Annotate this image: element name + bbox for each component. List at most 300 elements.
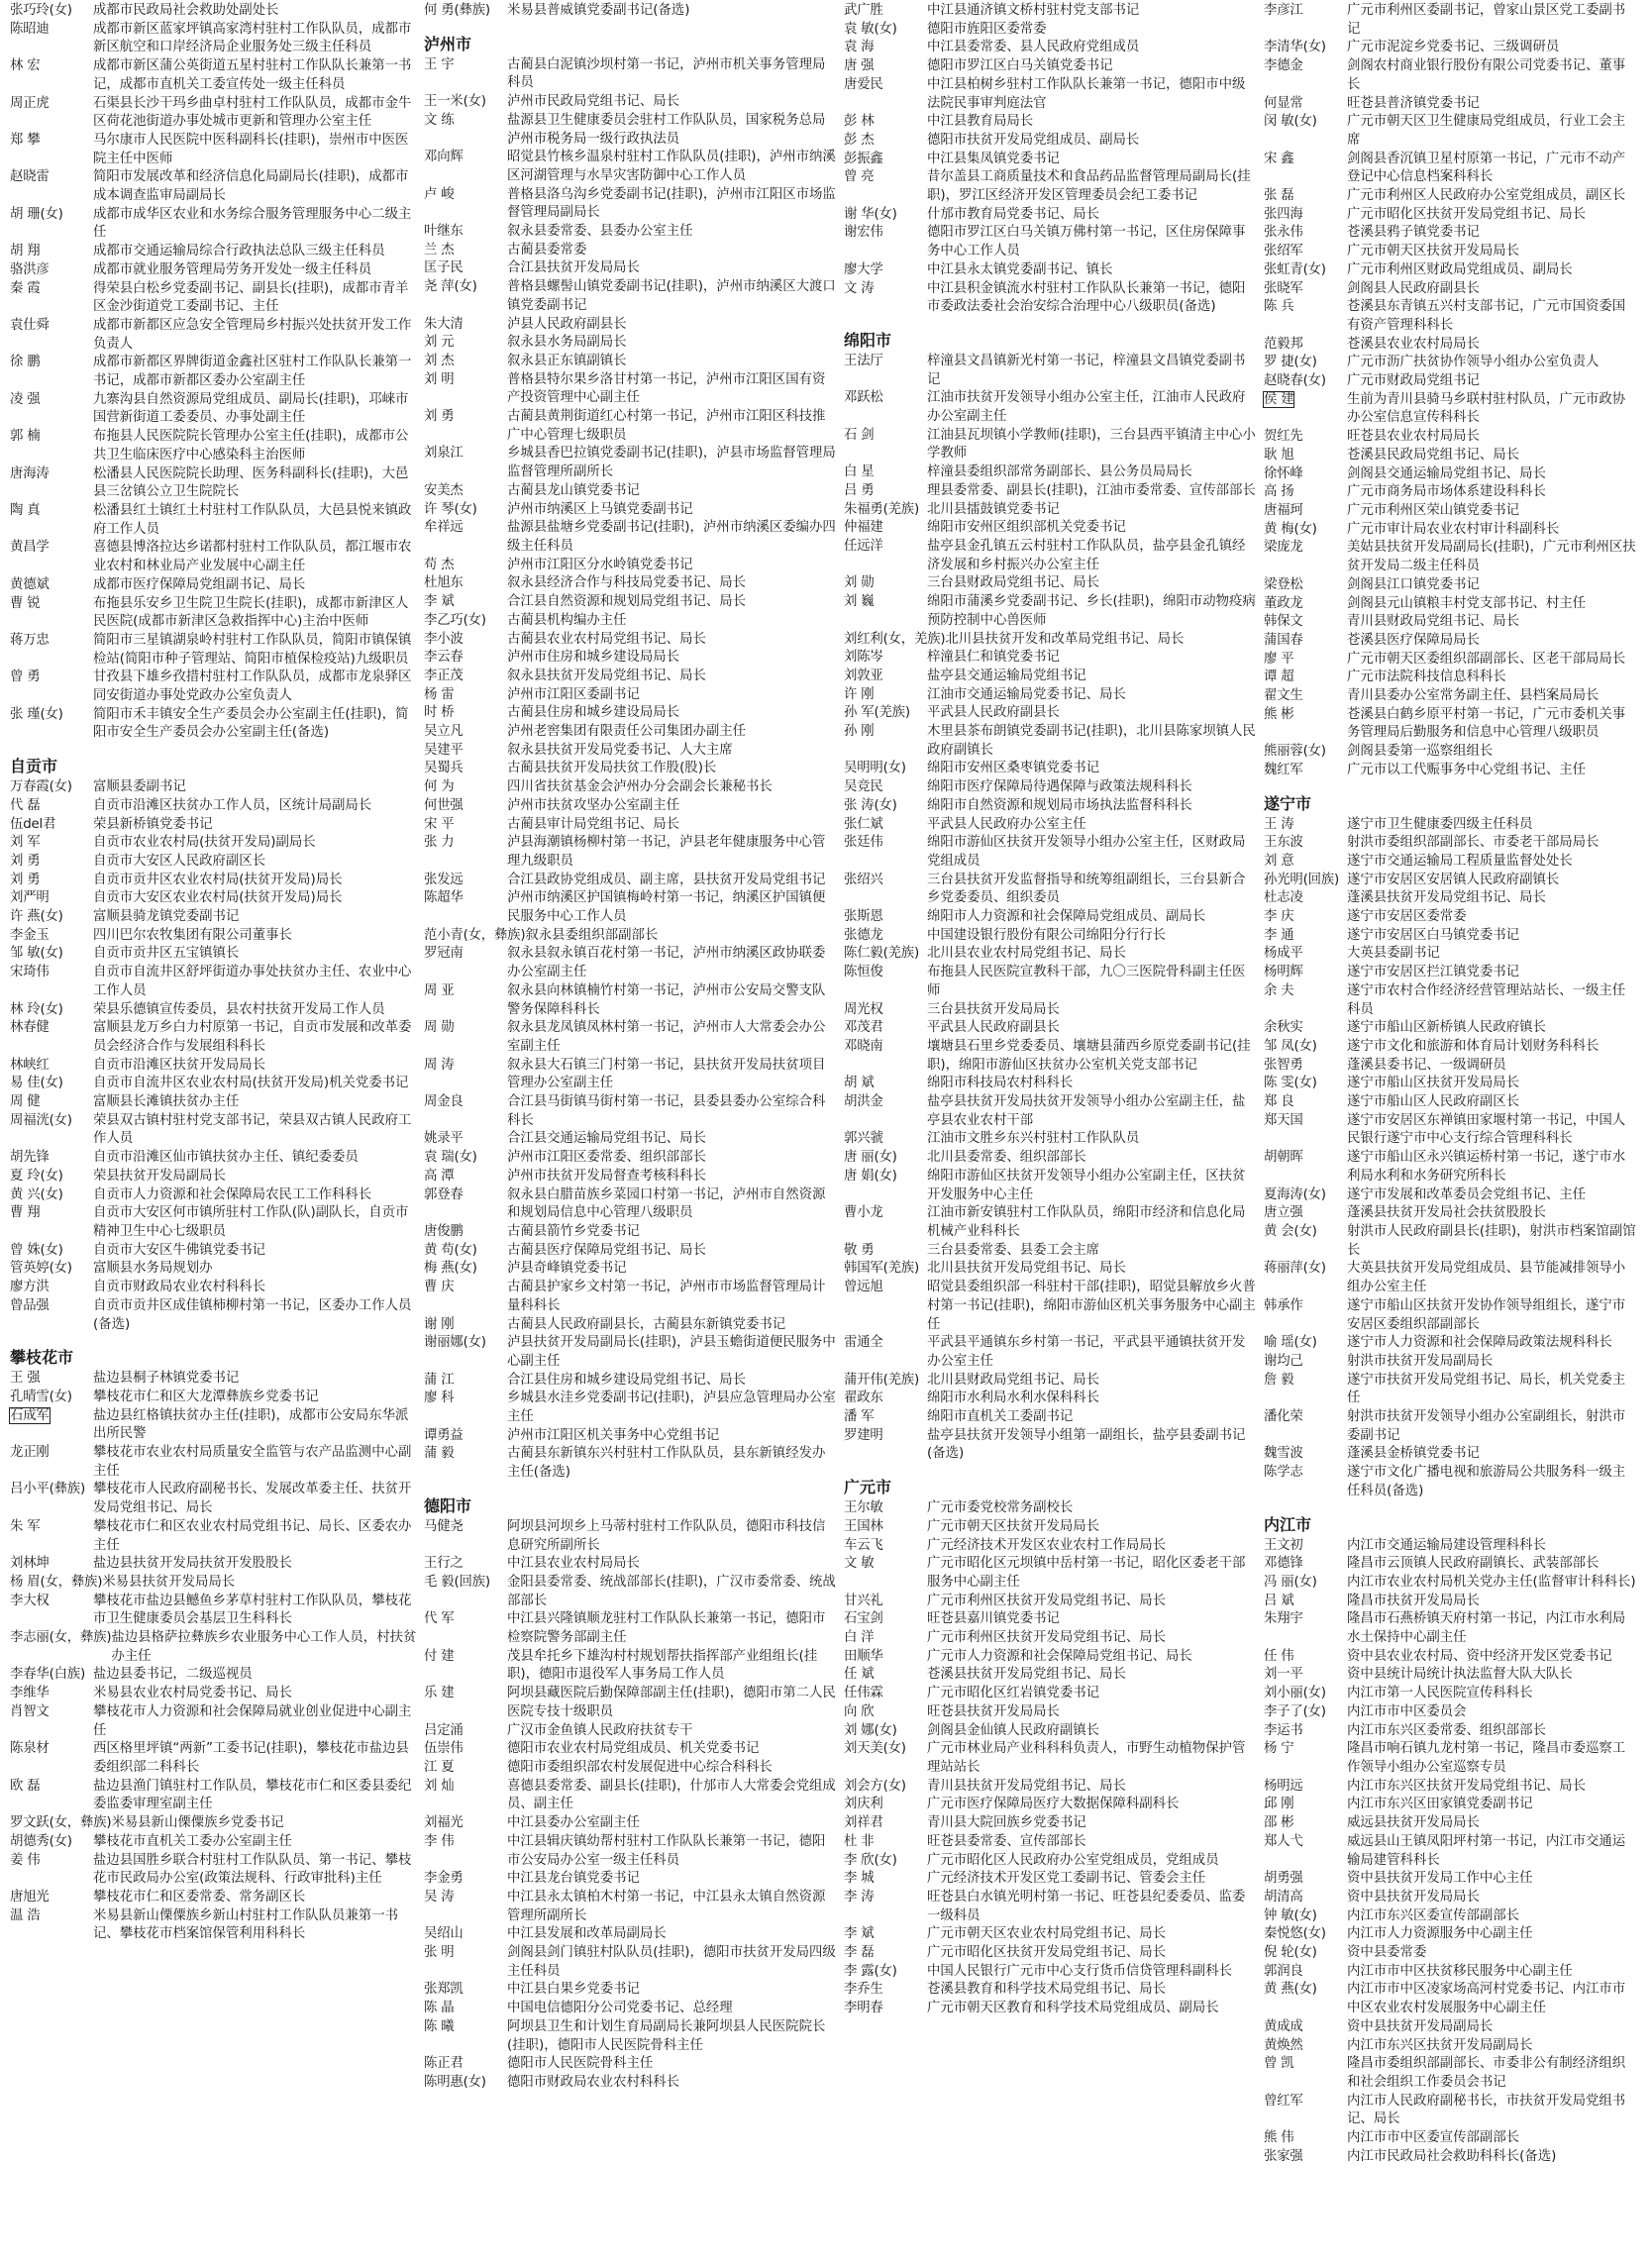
entry-name — [844, 945, 927, 964]
entry-name — [1264, 391, 1347, 428]
roster-entry — [844, 353, 1258, 389]
entry-name-text: 敬 勇 — [844, 1242, 875, 1258]
entry-position: 中江县集凤镇党委书记 — [927, 151, 1060, 166]
entry-name — [424, 1093, 507, 1130]
entry-name-text: 朱 军 — [10, 1518, 41, 1534]
entry-name-text: 刘 军 — [10, 835, 41, 851]
entry-name — [1264, 889, 1347, 908]
entry-name — [1264, 1981, 1347, 2017]
entry-position: 遂宁市发展和改革委员会党组书记、主任 — [1347, 1186, 1587, 1202]
entry-position: 射洪市扶贫开发领导小组办公室副组长，射洪市委副书记 — [1347, 1409, 1626, 1443]
roster-entry — [10, 945, 418, 964]
roster-entry — [1264, 391, 1636, 428]
roster-entry — [10, 1057, 418, 1076]
entry-name-text: 吴竞民 — [844, 779, 883, 795]
entry-name-text: 唐旭光 — [10, 1889, 50, 1905]
entry-name — [844, 353, 927, 389]
entry-position: 中江县辑庆镇幼帮村驻村工作队队长兼第一书记，德阳市公安局办公室一级主任科员 — [507, 1833, 826, 1868]
entry-name-text: 刘敦亚 — [844, 668, 883, 683]
entry-name — [424, 982, 507, 1019]
entry-name — [10, 706, 93, 743]
roster-entry — [1264, 1889, 1636, 1907]
entry-name — [424, 2018, 507, 2055]
entry-name — [10, 1168, 93, 1186]
entry-name — [10, 206, 93, 243]
entry-position: 中江县白果乡党委书记 — [507, 1982, 640, 1998]
roster-entry — [10, 1574, 418, 1593]
entry-position: 射洪市扶贫开发局副局长 — [1347, 1353, 1494, 1369]
entry-position: 江油市文胜乡东兴村驻村工作队队员 — [927, 1131, 1140, 1147]
entry-position: 古蔺县机构编办主任 — [507, 612, 627, 628]
entry-position: 内江市东兴区扶贫开发局副局长 — [1347, 2037, 1533, 2053]
entry-name-text: 蒲国春 — [1264, 632, 1303, 648]
roster-entry — [10, 908, 418, 927]
entry-name — [1264, 1796, 1347, 1814]
roster-entry — [424, 445, 838, 481]
entry-position: 内江市第一人民医院宣传科科长 — [1347, 1686, 1533, 1701]
entry-name — [844, 519, 927, 538]
roster-entry — [844, 1555, 1258, 1592]
entry-name-text: 易 佳(女) — [10, 1076, 63, 1091]
roster-entry — [10, 1444, 418, 1481]
roster-entry — [1264, 651, 1636, 670]
entry-position: 遂宁市船山区扶贫开发局局长 — [1347, 1076, 1520, 1091]
entry-position: 攀枝花市仁和区委常委、常务副区长 — [93, 1889, 306, 1905]
roster-entry — [1264, 964, 1636, 982]
roster-entry — [1264, 2129, 1636, 2148]
entry-name-text: 郑 良 — [1264, 1094, 1294, 1110]
entry-name — [424, 482, 507, 501]
roster-entry — [424, 408, 838, 445]
entry-position: 绵阳市游仙区扶贫开发领导小组办公室主任，区财政局党组成员 — [927, 835, 1246, 869]
roster-entry — [844, 1778, 1258, 1797]
entry-name — [10, 816, 93, 835]
entry-name — [424, 1242, 507, 1261]
roster-entry — [1264, 336, 1636, 355]
entry-name — [424, 1057, 507, 1093]
entry-position: 蓬溪县金桥镇党委书记 — [1347, 1446, 1480, 1462]
entry-name-text: 罗文跃(女，彝族) — [10, 1815, 112, 1831]
roster-entry — [1264, 595, 1636, 614]
roster-entry — [844, 206, 1258, 225]
entry-name-text: 何 勇(彝族) — [424, 3, 490, 18]
entry-name-text: 武广胜 — [844, 3, 883, 18]
entry-position: 泸州市江阳区分水岭镇党委书记 — [507, 557, 693, 572]
roster-entry — [1264, 39, 1636, 57]
entry-position: 古蔺县人民政府副县长，古蔺县东新镇党委书记 — [507, 1316, 786, 1332]
entry-name — [844, 964, 927, 1000]
entry-name-text: 谢 华(女) — [844, 206, 897, 222]
entry-position: 盐源县卫生健康委员会驻村工作队队员，国家税务总局泸州市税务局一级行政执法员 — [507, 112, 826, 147]
entry-name-text: 郑天国 — [1264, 1112, 1303, 1128]
roster-entry — [844, 1001, 1258, 1020]
roster-entry — [10, 1242, 418, 1261]
roster-entry — [1264, 539, 1636, 575]
column-2 — [424, 2, 844, 2264]
entry-position: 自贡市贡井区农业农村局(扶贫开发局)局长 — [93, 872, 343, 887]
entry-name — [1264, 502, 1347, 521]
section-title: 攀枝花市 — [10, 1348, 74, 1368]
entry-position: 攀枝花市直机关工委办公室副主任 — [93, 1833, 292, 1849]
entry-position: 平武县平通镇东乡村第一书记，平武县平通镇扶贫开发办公室主任 — [927, 1335, 1246, 1369]
entry-name — [844, 482, 927, 501]
entry-position: 古蔺县黄荆街道红心村第一书记，泸州市江阳区科技推广中心管理七级职员 — [507, 409, 826, 443]
entry-name — [1264, 1610, 1347, 1647]
entry-name — [844, 427, 927, 464]
entry-position: 苍溪县白鹤乡原平村第一书记，广元市委机关事务管理局后勤服务和信息中心管理八级职员 — [1347, 706, 1626, 741]
entry-name — [1264, 853, 1347, 872]
roster-entry — [424, 1740, 838, 1759]
entry-position: 自贡市大安区农业农村局(扶贫开发局)局长 — [93, 890, 343, 906]
entry-name — [10, 1242, 93, 1261]
roster-entry — [10, 1518, 418, 1555]
entry-position: 合江县扶贫开发局局长 — [507, 260, 640, 276]
entry-name — [424, 1390, 507, 1426]
entry-name-text: 李 斌 — [424, 594, 455, 610]
roster-entry — [10, 354, 418, 390]
entry-position: 自贡市贡井区五宝镇镇长 — [93, 946, 240, 962]
roster-entry — [10, 428, 418, 464]
roster-entry — [844, 1019, 1258, 1038]
entry-position: 古蔺县护家乡文村第一书记，泸州市市场监督管理局计量科科长 — [507, 1280, 826, 1313]
entry-name-text: 邓德锋 — [1264, 1556, 1303, 1572]
entry-position: 遂宁市船山区新桥镇人民政府镇长 — [1347, 1020, 1546, 1036]
entry-name-text: 蒲 毅 — [424, 1446, 455, 1462]
entry-name-text: 王行之 — [424, 1556, 464, 1572]
entry-name — [844, 224, 927, 260]
entry-position: 成都市成华区农业和水务综合服务管理服务中心二级主任 — [93, 206, 412, 241]
entry-name-text: 夏海涛(女) — [1264, 1186, 1326, 1202]
entry-name-text: 董政龙 — [1264, 595, 1303, 611]
entry-name — [10, 1093, 93, 1112]
roster-entry — [424, 704, 838, 723]
roster-entry — [844, 280, 1258, 317]
entry-name — [424, 631, 507, 650]
roster-entry — [844, 778, 1258, 797]
entry-name — [1264, 595, 1347, 614]
entry-name — [10, 669, 93, 705]
entry-name-text: 梅 燕(女) — [424, 1261, 477, 1277]
entry-name — [844, 57, 927, 76]
entry-name-text: 许 燕(女) — [10, 909, 63, 925]
roster-entry — [424, 1981, 838, 2000]
entry-position: 遂宁市船山区人民政府副区长 — [1347, 1094, 1520, 1110]
entry-name — [1264, 816, 1347, 835]
roster-entry — [1264, 1038, 1636, 1057]
roster-entry — [424, 1130, 838, 1149]
entry-name — [10, 872, 93, 890]
entry-name-text: 谢 刚 — [424, 1316, 455, 1332]
entry-position: 隆昌市石燕桥镇天府村第一书记，内江市水利局水土保持中心副主任 — [1347, 1611, 1626, 1646]
entry-name — [1264, 1038, 1347, 1057]
entry-name — [844, 834, 927, 871]
entry-name-text: 魏红军 — [1264, 762, 1303, 777]
roster-entry — [424, 1833, 838, 1870]
entry-name — [1264, 521, 1347, 540]
roster-entry — [844, 1390, 1258, 1408]
entry-name — [424, 112, 507, 149]
roster-entry — [1264, 280, 1636, 299]
roster-entry — [844, 1610, 1258, 1629]
entry-position: 成都市民政局社会救助处副处长 — [93, 3, 279, 18]
entry-name-text: 陈明惠(女) — [424, 2074, 486, 2090]
entry-position: 遂宁市船山区扶贫开发协作领导组组长，遂宁市安居区委组织部副部长 — [1347, 1297, 1626, 1332]
roster-entry — [1264, 1149, 1636, 1185]
roster-entry — [844, 872, 1258, 908]
section-title: 广元市 — [844, 1478, 892, 1497]
entry-name-text: 周 涛 — [424, 1057, 455, 1073]
entry-position: 广元市朝天区扶贫开发局局长 — [927, 1518, 1100, 1534]
entry-name — [844, 1648, 927, 1667]
entry-name-text: 唐 强 — [844, 58, 875, 74]
entry-position: 梓潼县委组织部常务副部长、县公务员局局长 — [927, 464, 1192, 480]
entry-position: 资中县扶贫开发局副局长 — [1347, 2018, 1494, 2034]
entry-position: 米易县新山傈僳族乡新山村驻村工作队队员兼第一书记、攀枝花市档案馆保管利用科科长 — [93, 1907, 398, 1942]
entry-position: 绵阳市安州区组织部机关党委书记 — [927, 520, 1126, 536]
entry-position: 内江市东兴区田家镇党委副书记 — [1347, 1797, 1533, 1812]
roster-entry — [10, 1907, 418, 1944]
entry-name-text: 李小波 — [424, 631, 464, 647]
roster-entry — [1264, 669, 1636, 687]
entry-position: 富顺县长滩镇扶贫办主任 — [93, 1094, 240, 1110]
entry-name-text: 田顺华 — [844, 1648, 883, 1664]
entry-name — [844, 39, 927, 57]
entry-name-text: 白 洋 — [844, 1630, 875, 1646]
entry-name-text: 王 宇 — [424, 56, 455, 72]
roster-entry — [424, 353, 838, 371]
entry-position: 广元市商务局市场体系建设科科长 — [1347, 484, 1546, 500]
entry-position: 德阳市委组织部农村发展促进中心综合科科长 — [507, 1759, 773, 1775]
entry-name-text: 邓晓南 — [844, 1038, 883, 1054]
entry-position: 自贡市贡井区成佳镇柿柳村第一书记，区委办工作人员(备选) — [93, 1297, 412, 1332]
roster-entry — [844, 1889, 1258, 1925]
roster-entry — [1264, 1353, 1636, 1372]
roster-entry — [844, 168, 1258, 205]
roster-entry — [844, 1740, 1258, 1777]
entry-position: 遂宁市安居区东禅镇田家堰村第一书记，中国人民银行遂宁市中心支行综合管理科科长 — [1347, 1112, 1626, 1147]
entry-name — [1264, 206, 1347, 225]
entry-position: 中国建设银行股份有限公司绵阳分行行长 — [927, 927, 1167, 943]
entry-name — [844, 1685, 927, 1703]
entry-position: 内江市市中区委员会 — [1347, 1703, 1467, 1719]
entry-name — [10, 1186, 93, 1205]
roster-entry — [844, 519, 1258, 538]
entry-name — [424, 927, 525, 946]
entry-name-text: 何世强 — [424, 797, 464, 813]
entry-position: 叙永县龙凤镇凤林村第一书记，泸州市人大常委会办公室副主任 — [507, 1020, 826, 1054]
entry-name-text: 李正茂 — [424, 668, 464, 683]
entry-position: 绵阳市游仙区扶贫开发领导小组办公室副主任，区扶贫开发服务中心主任 — [927, 1168, 1246, 1202]
roster-entry — [424, 797, 838, 816]
entry-name — [1264, 428, 1347, 447]
roster-entry — [1264, 428, 1636, 447]
roster-entry — [10, 1075, 418, 1093]
entry-name — [10, 391, 93, 428]
roster-entry — [844, 1242, 1258, 1261]
entry-name-text: 甘兴礼 — [844, 1593, 883, 1608]
roster-entry — [844, 1372, 1258, 1391]
entry-position: 广元市朝天区卫生健康局党组成员，行业工会主席 — [1347, 114, 1626, 148]
entry-name — [10, 1444, 93, 1481]
entry-position: 叙永县扶贫开发局党委书记、人大主席 — [507, 742, 733, 758]
roster-entry — [1264, 354, 1636, 372]
entry-name-text: 林 玲(女) — [10, 1001, 63, 1017]
entry-position: 简阳市发展改革和经济信息化局副局长(挂职)，成都市成本调查监审局副局长 — [93, 169, 409, 204]
entry-name-text: 李金勇 — [424, 1871, 464, 1887]
entry-name-text: 廖方洪 — [10, 1280, 50, 1295]
entry-name — [10, 1740, 93, 1777]
entry-position: 普格县洛乌沟乡党委副书记(挂职)，泸州市江阳区市场监督管理局副局长 — [507, 186, 836, 221]
entry-name — [1264, 1870, 1347, 1889]
entry-name — [10, 1907, 93, 1944]
entry-name — [844, 280, 927, 317]
entry-name — [844, 168, 927, 205]
entry-position: 阿坝县藏医院后勤保障部副主任(挂职)，德阳市第二人民医院专技十级职员 — [507, 1686, 836, 1719]
roster-entry — [1264, 1814, 1636, 1833]
entry-position: 中江县积金镇流水村驻村工作队队长兼第一书记，德阳市委政法委社会治安综合治理中心八级职员(备选) — [927, 280, 1246, 315]
entry-name-text: 刘林坤 — [10, 1556, 50, 1572]
entry-position: 生前为青川县骑马乡联村驻村队员，广元市政协办公室信息宣传科科长 — [1347, 391, 1626, 426]
entry-position: 遂宁市安居区白马镇党委书记 — [1347, 927, 1520, 943]
roster-entry — [10, 21, 418, 57]
roster-entry — [1264, 1610, 1636, 1647]
entry-name-text: 曾 亮 — [844, 169, 875, 185]
entry-name-text: 曹 庆 — [424, 1280, 455, 1295]
entry-name — [10, 1057, 93, 1076]
entry-name — [844, 1334, 927, 1371]
roster-entry — [1264, 2, 1636, 39]
entry-position: 古蔺县扶贫开发局扶贫工作股(股)长 — [507, 761, 717, 776]
entry-position: 布拖县人民医院宣教科干部，九〇三医院骨科副主任医师 — [927, 965, 1246, 998]
entry-name — [844, 1204, 927, 1241]
entry-name — [10, 1481, 93, 1517]
roster-entry — [424, 278, 838, 315]
roster-entry — [844, 1796, 1258, 1814]
entry-name-text: 时 桥 — [424, 705, 455, 721]
entry-name-text: 彭振鑫 — [844, 151, 883, 166]
entry-name — [844, 1372, 927, 1391]
section-title: 遂宁市 — [1264, 793, 1312, 813]
entry-name-text: 杨明辉 — [1264, 965, 1303, 980]
entry-name-text: 胡清高 — [1264, 1889, 1303, 1905]
entry-position: 盐边县扶贫开发局扶贫开发股股长 — [93, 1556, 292, 1572]
entry-name-text: 陈泉材 — [10, 1741, 50, 1757]
entry-position: 昭觉县竹核乡温泉村驻村工作队队员(挂职)，泸州市纳溪区河湖管理与水旱灾害防御中心工作人员 — [507, 150, 836, 183]
entry-position: 中江县柏树乡驻村工作队队长兼第一书记，德阳市中级法院民事审判庭法官 — [927, 76, 1246, 111]
entry-name-text: 刘 勋 — [844, 575, 875, 591]
entry-name-text: 陈 曦 — [424, 2018, 455, 2034]
entry-name — [1264, 2129, 1347, 2148]
entry-position: 广元市委党校常务副校长 — [927, 1500, 1074, 1516]
entry-name — [844, 1629, 927, 1648]
entry-name — [1264, 1555, 1347, 1574]
entry-position: 蓬溪县委书记、一级调研员 — [1347, 1057, 1506, 1073]
entry-position: 北川县委常委、组织部部长 — [927, 1150, 1086, 1166]
entry-position: 盐边县红格镇扶贫办主任(挂职)，成都市公安局东华派出所民警 — [93, 1407, 409, 1442]
entry-name — [10, 95, 93, 132]
roster-entry — [1264, 576, 1636, 595]
entry-position: 绵阳市科技局农村科科长 — [927, 1076, 1074, 1091]
entry-name — [10, 945, 93, 964]
entry-position: 中江县龙台镇党委书记 — [507, 1871, 640, 1887]
entry-name — [844, 631, 945, 650]
roster-entry — [10, 1555, 418, 1574]
entry-name — [844, 1925, 927, 1944]
entry-name — [10, 261, 93, 280]
entry-name-text: 谭 超 — [1264, 670, 1294, 685]
entry-name-text: 刘天美(女) — [844, 1741, 906, 1757]
entry-name-text: 李 通 — [1264, 927, 1294, 943]
entry-name — [1264, 372, 1347, 391]
entry-name — [10, 465, 93, 502]
roster-entry — [1264, 372, 1636, 391]
entry-name — [424, 1427, 507, 1446]
roster-entry — [424, 112, 838, 149]
entry-name-text: 陈正君 — [424, 2056, 464, 2072]
entry-name — [1264, 354, 1347, 372]
entry-name-text: 付 建 — [424, 1648, 455, 1664]
entry-position: 富顺县龙万乡白力村原第一书记，自贡市发展和改革委员会经济合作与发展组科科长 — [93, 1020, 412, 1054]
entry-name — [1264, 1075, 1347, 1093]
entry-name-text: 曹 翔 — [10, 1205, 41, 1221]
entry-position: 成都市新都区应急安全管理局乡村振兴处扶贫开发工作负责人 — [93, 317, 412, 352]
entry-position: 内江市东兴区委宣传部副部长 — [1347, 1907, 1520, 1923]
entry-name — [424, 686, 507, 705]
entry-name-text: 刘 娜(女) — [844, 1722, 897, 1738]
entry-name-text: 蒋万忠 — [10, 632, 50, 648]
entry-position: 荣县双古镇村驻村党支部书记，荣县双古镇人民政府工作人员 — [93, 1112, 412, 1147]
entry-position: 古蔺县白泥镇沙坝村第一书记，泸州市机关事务管理局科员 — [507, 56, 826, 91]
entry-position: 内江市东兴区委常委、组织部部长 — [1347, 1722, 1546, 1738]
roster-entry — [1264, 1334, 1636, 1353]
roster-entry — [10, 1279, 418, 1297]
entry-position: 乡城县香巴拉镇党委副书记(挂职)，泸县市场监督管理局监督管理所副所长 — [507, 446, 836, 480]
entry-name-text: 陈学志 — [1264, 1465, 1303, 1481]
entry-name-text: 林峡红 — [10, 1057, 50, 1073]
entry-name-text: 刘严明 — [10, 890, 50, 906]
entry-name — [844, 1518, 927, 1537]
entry-name — [424, 1334, 507, 1371]
roster-entry — [424, 519, 838, 556]
entry-position: 成都市新区蒲公英街道五星村驻村工作队队长兼第一书记，成都市直机关工委宣传处一级主任科员 — [93, 58, 412, 92]
roster-entry — [844, 1204, 1258, 1241]
entry-position: 剑阁县金仙镇人民政府副镇长 — [927, 1722, 1100, 1738]
entry-name-text: 刘 明 — [424, 371, 455, 387]
entry-position: 遂宁市船山区永兴镇运桥村第一书记，遂宁市水利局水利和水务研究所科长 — [1347, 1150, 1626, 1184]
entry-name-text: 闵 敏(女) — [1264, 114, 1317, 130]
column-1 — [10, 2, 424, 2264]
roster-entry — [10, 632, 418, 669]
entry-position: 广元市泥淀乡党委书记、三级调研员 — [1347, 40, 1560, 55]
entry-name-text: 罗 捷(女) — [1264, 355, 1317, 370]
entry-position: 内江市市中区凌家场高河村党委书记、内江市市中区农业农村发展服务中心副主任 — [1347, 1982, 1626, 2016]
roster-entry — [844, 1833, 1258, 1852]
entry-name — [844, 1889, 927, 1925]
entry-name — [1264, 113, 1347, 150]
entry-name-text: 刘泉江 — [424, 446, 464, 462]
entry-name — [1264, 1445, 1347, 1464]
entry-position: 泸县扶贫开发局副局长(挂职)，泸县玉蟾街道便民服务中心副主任 — [507, 1335, 836, 1369]
roster-entry — [1264, 889, 1636, 908]
entry-name — [1264, 1740, 1347, 1777]
roster-entry — [844, 816, 1258, 835]
entry-name — [10, 1833, 93, 1852]
entry-name — [424, 1260, 507, 1279]
entry-name — [10, 1370, 93, 1389]
entry-position: 广元市财政局党组书记 — [1347, 373, 1480, 389]
roster-entry — [1264, 2148, 1636, 2167]
entry-position: 旺苍县扶贫开发局局长 — [927, 1703, 1060, 1719]
